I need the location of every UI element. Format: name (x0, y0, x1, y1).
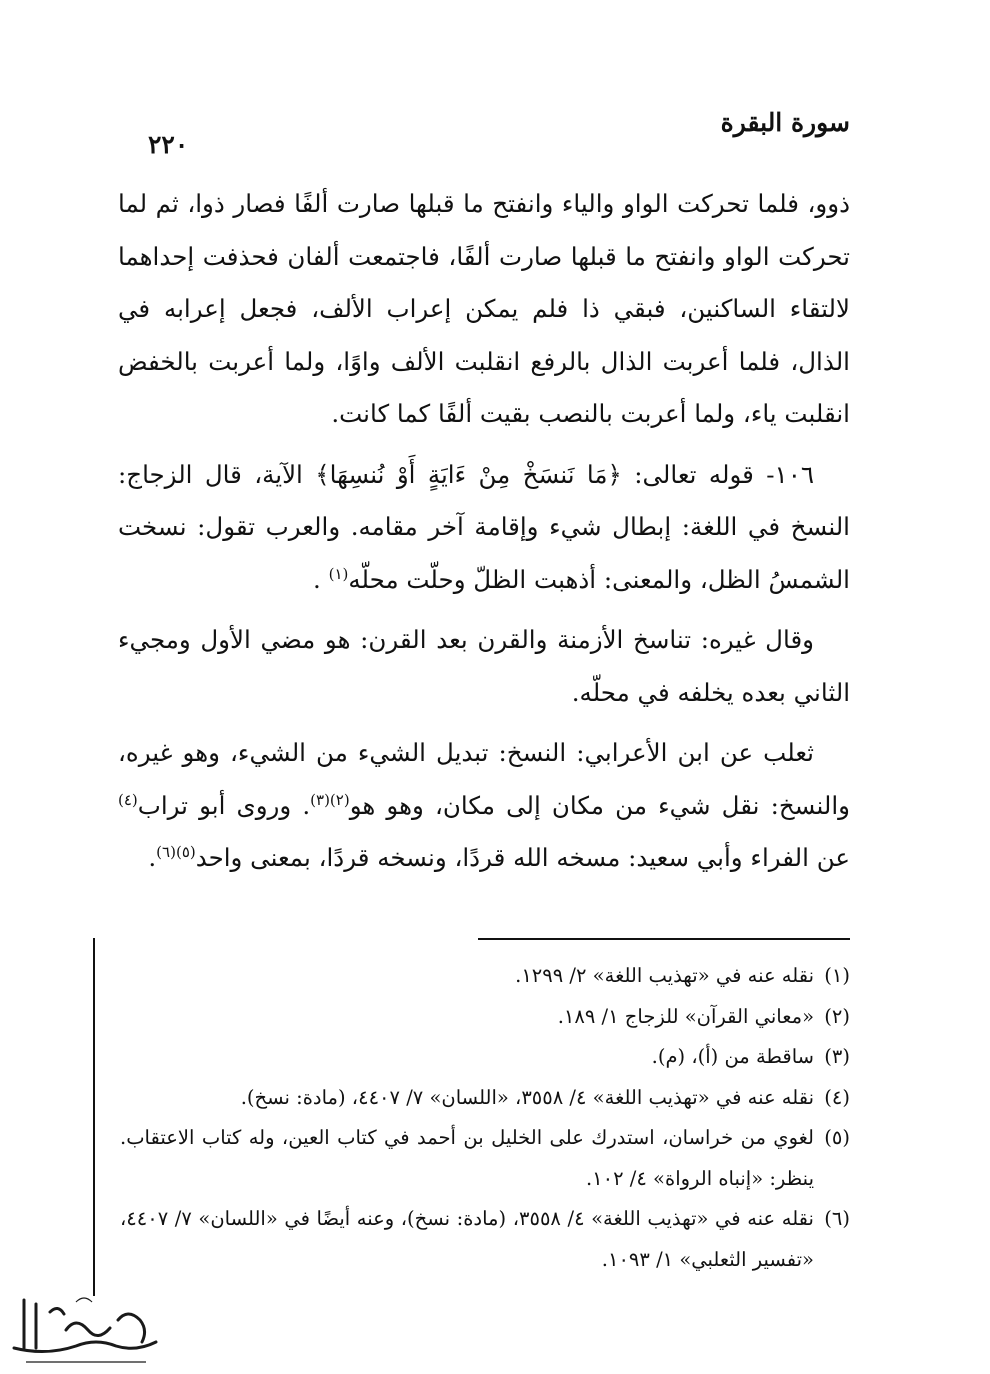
footnote-ref-1[interactable]: (١) (328, 564, 349, 583)
library-stamp-logo (6, 1290, 166, 1370)
paragraph-4-text-c: عن الفراء وأبي سعيد: مسخه الله قردًا، ونسخه قردًا، بمعنى واحد (195, 843, 850, 872)
footnote-text: ساقطة من (أ)، (م). (651, 1045, 814, 1068)
footnote-number: (٣) (824, 1045, 850, 1068)
paragraph-4 (118, 727, 850, 885)
verse-intro: ١٠٦- قوله تعالى: (621, 459, 815, 489)
paragraph-2-end: . (313, 564, 329, 594)
footnote-item (120, 1037, 850, 1078)
footnote-ref-5-6[interactable]: (٥)(٦) (156, 842, 196, 861)
paragraph-3: وقال غيره: تناسخ الأزمنة والقرن بعد القرن: هو مضي الأول ومجيء الثاني بعده يخلفه في محلّه. (118, 625, 850, 707)
footnote-divider (478, 938, 850, 940)
footnote-number: (٢) (824, 1004, 850, 1028)
footnotes (120, 956, 850, 1280)
surah-title: سورة البقرة (720, 108, 850, 137)
quran-verse: ﴿مَا نَنسَخْ مِنْ ءَايَةٍ أَوْ نُنسِهَا﴾ (315, 459, 622, 489)
paragraph-2 (118, 449, 850, 607)
page-header (110, 108, 850, 158)
footnote-item (120, 1078, 850, 1119)
footnote-text: «معاني القرآن» للزجاج ١/ ١٨٩. (557, 1004, 814, 1028)
margin-line (93, 938, 95, 1296)
footnote-text: نقله عنه في «تهذيب اللغة» ٢/ ١٢٩٩. (515, 964, 814, 987)
paragraph-1: ذوو، فلما تحركت الواو والياء وانفتح ما قبلها صارت ألفًا فصار ذوا، ثم لما تحركت الواو وانفتح ما قبلها صارت ألفًا، فاجتمعت ألفان فحذفت إحداهما لالتقاء الساكنين، فبقي ذا فلم يمكن إعراب الألف، فجعل إعرابه في الذال، فلما أعربت الذال بالرفع انقلبت الألف واوًا، ولما أعربت بالخفض انقلبت ياء، ولما أعربت بالنصب بقيت ألفًا كما كانت. (118, 189, 850, 428)
footnote-text: لغوي من خراسان، استدرك على الخليل بن أحمد في كتاب العين، وله كتاب الاعتقاب. ينظر: «إنباه الرواة» ٤/ ١٠٢. (120, 1126, 814, 1190)
paragraph-4-text-b: . وروى أبو تراب (137, 790, 311, 820)
footnote-ref-4[interactable]: (٤) (118, 790, 138, 809)
footnote-item (120, 956, 850, 997)
footnote-item (120, 997, 850, 1038)
main-text (118, 178, 850, 885)
footnote-ref-2-3[interactable]: (٢)(٣) (310, 790, 350, 809)
footnote-number: (٤) (824, 1085, 850, 1109)
footnote-text: نقله عنه في «تهذيب اللغة» ٤/ ٣٥٥٨، «اللسان» ٧/ ٤٤٠٧، (مادة: نسخ). (240, 1085, 814, 1109)
paragraph-4-text-a: ثعلب عن ابن الأعرابي: النسخ: تبديل الشيء من الشيء، وهو غيره، والنسخ: نقل شيء من مكان إلى مكان، وهو هو (118, 738, 851, 820)
footnote-number: (٥) (824, 1126, 850, 1149)
footnote-text: نقله عنه في «تهذيب اللغة» ٤/ ٣٥٥٨، (مادة: نسخ)، وعنه أيضًا في «اللسان» ٧/ ٤٤٠٧، «تفسير الثعلبي» ١/ ١٠٩٣. (120, 1207, 814, 1271)
footnote-number: (٦) (824, 1207, 850, 1230)
page-number: ٢٢٠ (148, 130, 189, 159)
footnote-item (120, 1118, 850, 1199)
paragraph-4-text-d: . (148, 843, 157, 872)
footnote-item (120, 1199, 850, 1280)
paragraph-2-text: الآية، قال الزجاج: النسخ في اللغة: إبطال شيء وإقامة آخر مقامه. والعرب تقول: نسخت الشمسُ الظل، والمعنى: أذهبت الظلّ وحلّت محلّه (118, 459, 850, 594)
footnote-number: (١) (824, 964, 850, 987)
